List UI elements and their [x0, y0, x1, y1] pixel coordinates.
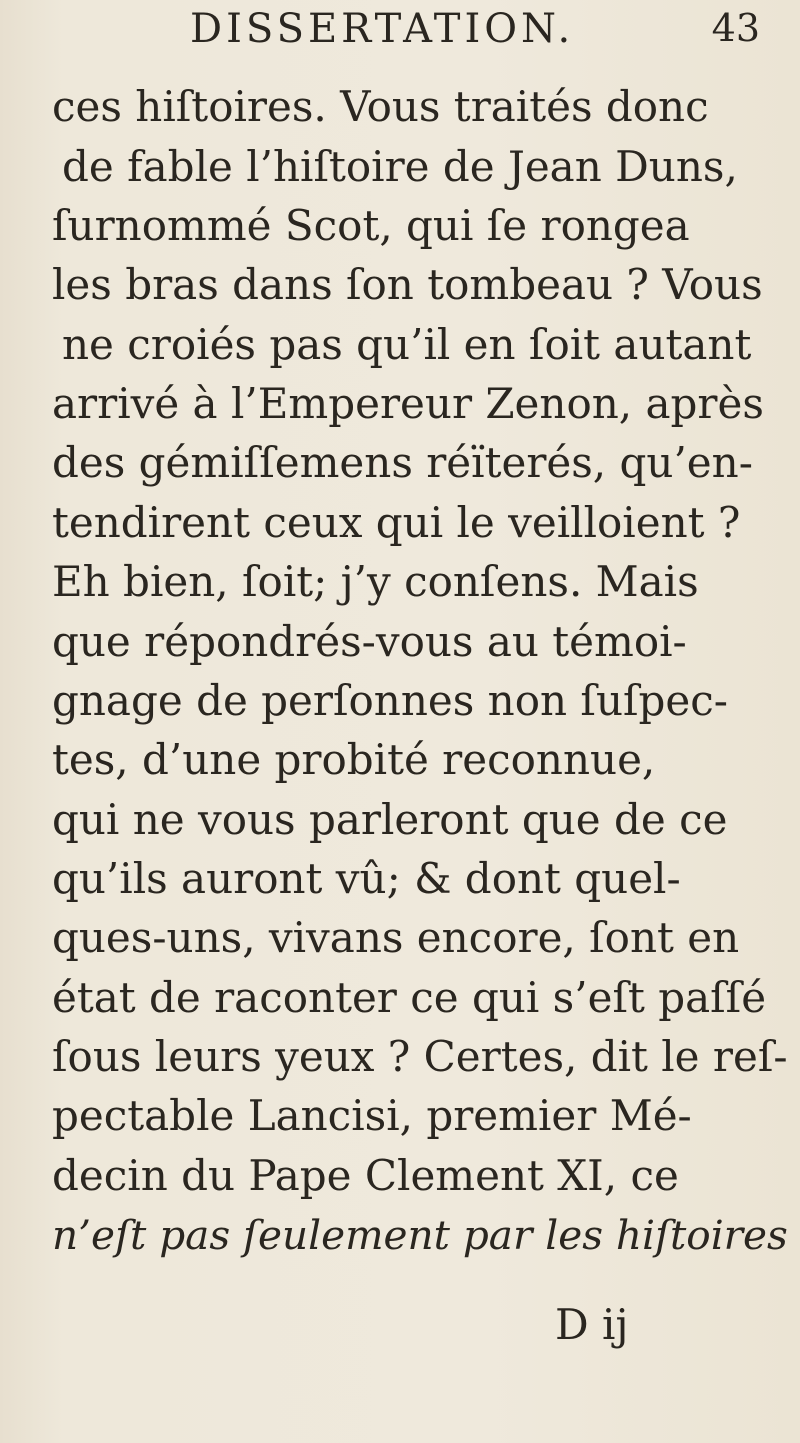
signature-mark: D ij — [555, 1300, 629, 1349]
text-line: qu’ils auront vû; & dont quel- — [52, 854, 681, 903]
text-line: tes, d’une probité reconnue, — [52, 735, 656, 784]
text-line: ne croiés pas qu’il en ſoit autant — [62, 320, 752, 369]
running-title: DISSERTATION. — [190, 6, 575, 52]
text-line: pectable Lancisi, premier Mé- — [52, 1091, 692, 1140]
text-line: ces hiſtoires. Vous traités donc — [52, 82, 709, 131]
text-line: tendirent ceux qui le veilloient ? — [52, 498, 741, 547]
page-header — [190, 6, 780, 66]
text-line: ques-uns, vivans encore, ſont en — [52, 913, 740, 962]
text-line: gnage de perſonnes non ſuſpec- — [52, 676, 728, 725]
text-line: les bras dans ſon tombeau ? Vous — [52, 260, 763, 309]
text-line: arrivé à l’Empereur Zenon, après — [52, 379, 764, 428]
text-line: qui ne vous parleront que de ce — [52, 795, 728, 844]
text-line: ſous leurs yeux ? Certes, dit le reſ- — [52, 1032, 788, 1081]
text-line: que répondrés-vous au témoi- — [52, 617, 687, 666]
text-line: des gémiſſemens réïterés, qu’en- — [52, 438, 753, 487]
text-line: état de raconter ce qui s’eſt paſſé — [52, 973, 767, 1022]
text-line: n’eſt pas ſeulement par les hiſtoires — [52, 1211, 788, 1259]
page-number: 43 — [711, 6, 760, 50]
text-line: de fable l’hiſtoire de Jean Duns, — [62, 142, 738, 191]
text-line: ſurnommé Scot, qui ſe rongea — [52, 201, 690, 250]
text-line: Eh bien, ſoit; j’y conſens. Mais — [52, 557, 699, 606]
text-line: decin du Pape Clement XI, ce — [52, 1151, 679, 1200]
